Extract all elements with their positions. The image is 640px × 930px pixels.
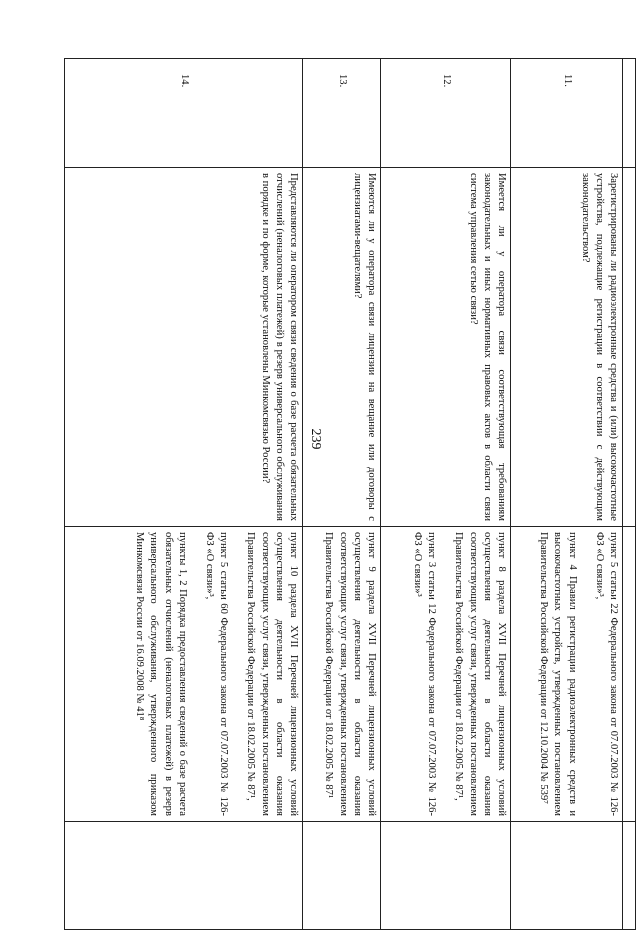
table-top-row: [623, 59, 636, 930]
empty-cell: [511, 822, 623, 930]
row-number: 12.: [440, 74, 452, 88]
table-row: [381, 59, 511, 930]
reference-text: пункт 10 раздела XVII Перечней лицензионных условий осуществления деятельности в области оказания соответствующих услуг связи, утвержденных постановлением Правительства Российской Федерации от 18.02.2005 № 87¹,: [245, 532, 299, 816]
reference-text: пункт 4 Правил регистрации радиоэлектронных средств и высокочастотных устройств, утвержденных постановлением Правительства Российской Федерации от 12.10.2004 № 539⁷: [538, 532, 578, 816]
page-number: 239: [308, 428, 323, 450]
row-number: 14.: [178, 74, 190, 88]
question-text: Имеются ли у оператора связи лицензии на вещание или договоры с лицензиатами-вещателями?: [351, 173, 377, 521]
row-number: 11.: [561, 74, 573, 87]
reference-text: пункт 9 раздела XVII Перечней лицензионных условий осуществления деятельности в области оказания соответствующих услуг связи, утвержденных постановлением Правительства Российской Федерации от 18.02.2005 № 87¹: [323, 532, 377, 816]
table-row: [303, 59, 381, 930]
table-row: [511, 59, 623, 930]
empty-cell: [303, 822, 381, 930]
question-text: Представляются ли оператором связи сведения о базе расчета обязательных отчислений (неналоговых платежей) в резерв универсального обслуживания в порядке и по форме, которые установлены Минкомсвязью России?: [259, 173, 299, 521]
reference-text: пункт 5 статьи 60 Федерального закона от 07.07.2003 № 126-ФЗ «О связи»³,: [203, 532, 230, 816]
reference-text: пункт 5 статьи 22 Федерального закона от 07.07.2003 № 126-ФЗ «О связи»³,: [593, 532, 619, 816]
reference-text: пункт 8 раздела XVII Перечней лицензионных условий осуществления деятельности в области оказания соответствующих услуг связи, утвержденных постановлением Правительства Российской Федерации от 18.02.2005 № 87¹,: [453, 532, 507, 816]
reference-text: пункт 3 статьи 12 Федерального закона от 07.07.2003 № 126-ФЗ «О связи»³: [411, 532, 438, 816]
empty-cell: [65, 822, 303, 930]
reference-text: пункты 1, 2 Порядка предоставления сведений о базе расчета обязательных отчислений (неналоговых платежей) в резерв универсального обслуживания, утвержденного приказом Минкомсвязи России от 16.09.2008 № 41⁸: [134, 532, 188, 816]
table-row: [65, 59, 303, 930]
rotated-page: [64, 58, 636, 885]
row-number: 13.: [336, 74, 348, 88]
question-text: Зарегистрированы ли радиоэлектронные средства и (или) высокочастотные устройства, подлежащие регистрации в соответствии с действующим законодательством?: [579, 173, 619, 521]
question-text: Имеется ли у оператора связи соответствующая требованиям законодательных и иных нормативных правовых актов в области связи система управления сетью связи?: [467, 173, 507, 521]
empty-cell: [381, 822, 511, 930]
checklist-table: [64, 58, 636, 930]
